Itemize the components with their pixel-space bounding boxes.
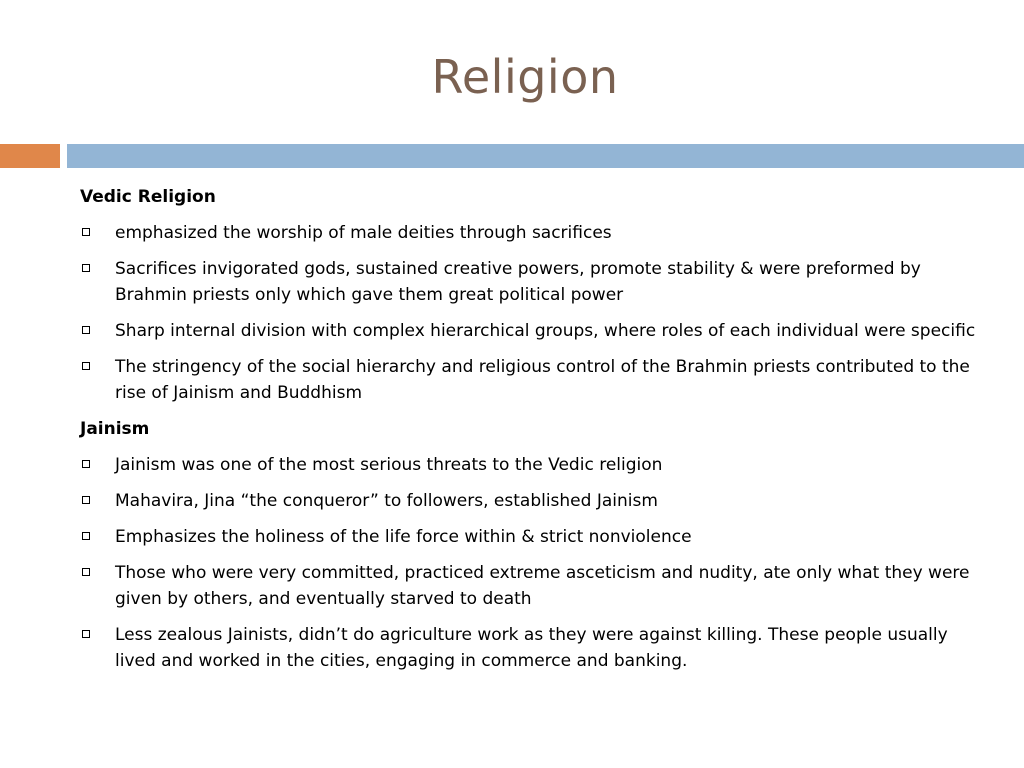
section-heading-vedic: Vedic Religion (80, 187, 216, 207)
list-item (80, 318, 980, 344)
square-bullet-icon (82, 228, 90, 236)
list-item (80, 354, 980, 406)
list-item (80, 256, 980, 308)
slide-title: Religion (431, 50, 619, 104)
list-item-text: Emphasizes the holiness of the life force within & strict nonviolence (115, 527, 692, 547)
section-heading-jainism: Jainism (80, 419, 150, 439)
square-bullet-icon (82, 460, 90, 468)
square-bullet-icon (82, 264, 90, 272)
list-item-text: The stringency of the social hierarchy and religious control of the Brahmin priests contributed to the rise of Jainism and Buddhism (115, 357, 970, 403)
square-bullet-icon (82, 568, 90, 576)
square-bullet-icon (82, 496, 90, 504)
slide-body (80, 184, 980, 684)
square-bullet-icon (82, 630, 90, 638)
list-item-text: Mahavira, Jina “the conqueror” to followers, established Jainism (115, 491, 658, 511)
list-item (80, 452, 980, 478)
list-item (80, 488, 980, 514)
square-bullet-icon (82, 532, 90, 540)
list-item (80, 622, 980, 674)
list-item-text: Jainism was one of the most serious threats to the Vedic religion (115, 455, 663, 475)
list-item-text: emphasized the worship of male deities through sacrifices (115, 223, 612, 243)
list-item-text: Those who were very committed, practiced extreme asceticism and nudity, ate only what they were given by others, and eventually starved to death (115, 563, 970, 609)
list-item-text: Less zealous Jainists, didn’t do agriculture work as they were against killing. These people usually lived and worked in the cities, engaging in commerce and banking. (115, 625, 948, 671)
list-item (80, 560, 980, 612)
list-item-text: Sacrifices invigorated gods, sustained creative powers, promote stability & were preformed by Brahmin priests only which gave them great political power (115, 259, 921, 305)
square-bullet-icon (82, 362, 90, 370)
list-item (80, 220, 980, 246)
list-item (80, 524, 980, 550)
square-bullet-icon (82, 326, 90, 334)
accent-bar-orange (0, 144, 60, 168)
accent-bar-blue (67, 144, 1024, 168)
list-item-text: Sharp internal division with complex hierarchical groups, where roles of each individual were specific (115, 321, 976, 341)
